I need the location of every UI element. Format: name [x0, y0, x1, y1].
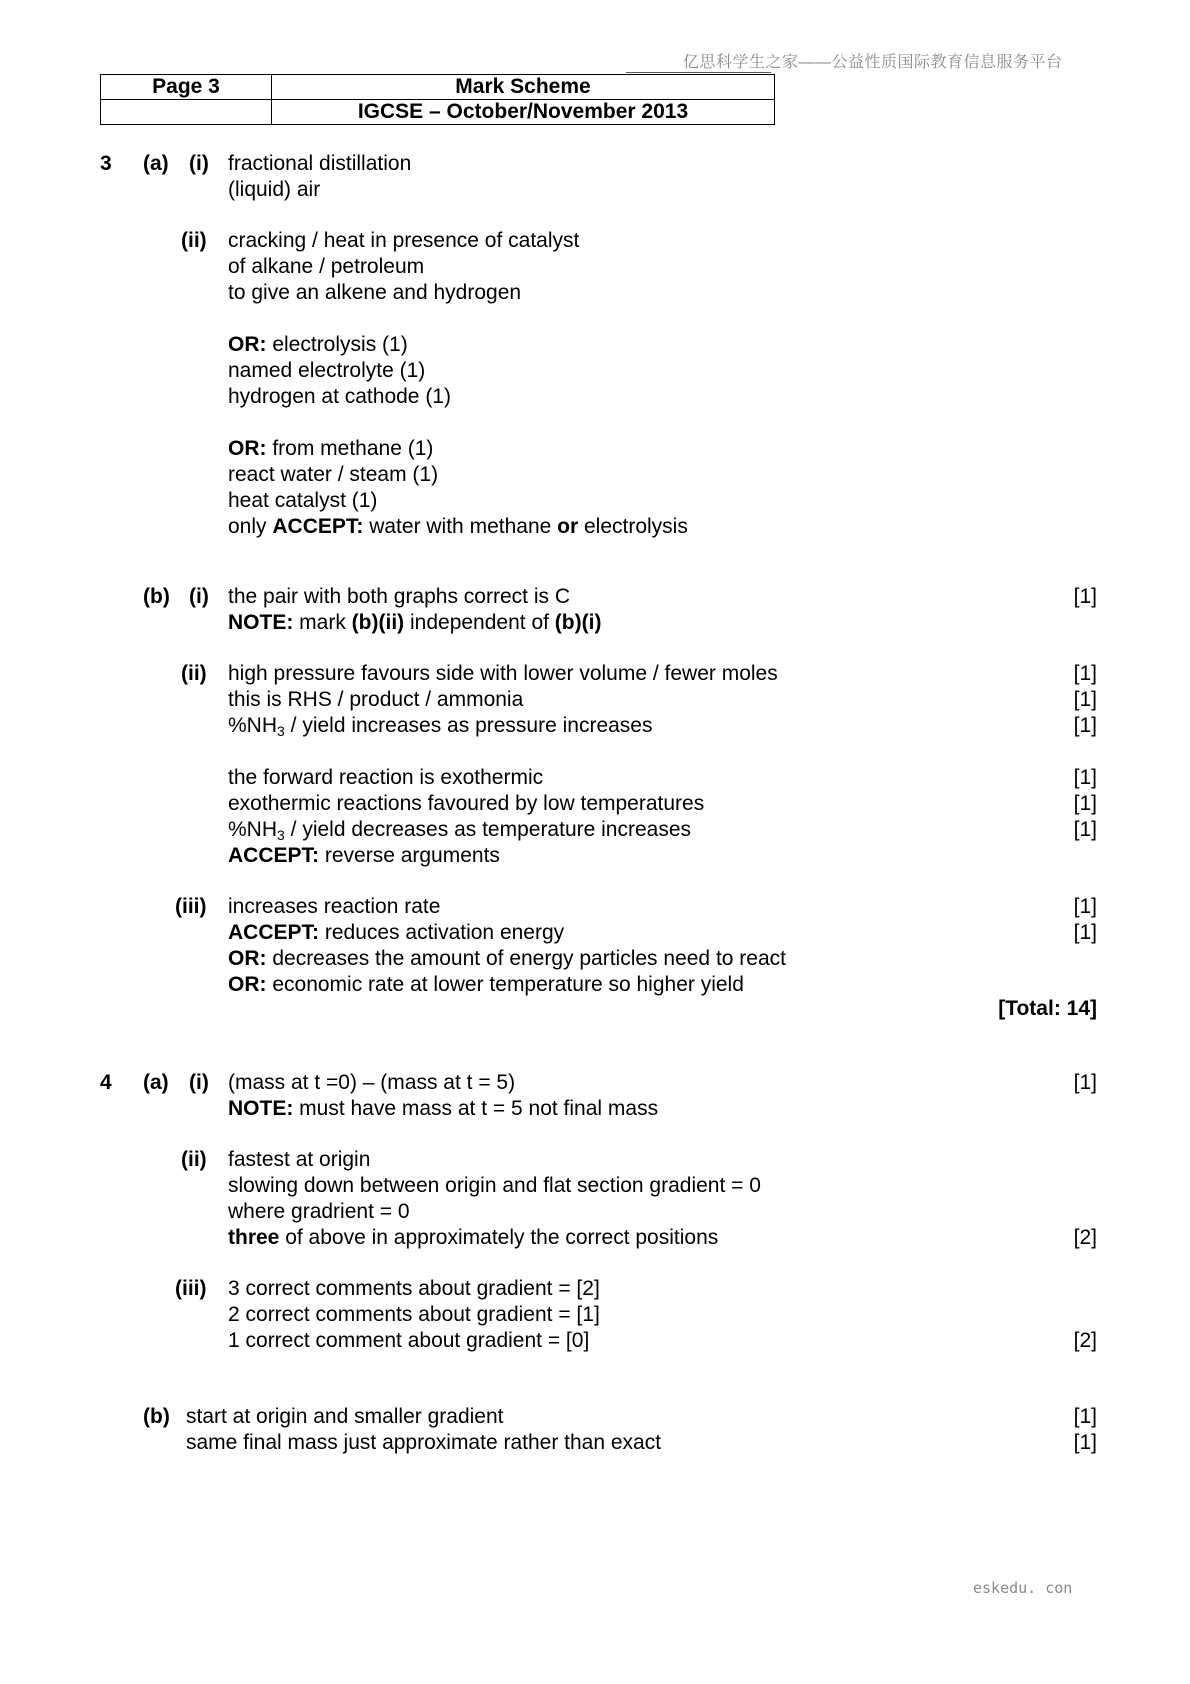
answer-line: react water / steam (1): [228, 463, 439, 486]
q3b-ii-answer: [228, 661, 778, 869]
q4a-i-label: (i): [189, 1071, 209, 1094]
mark: [1]: [1073, 766, 1097, 789]
answer-line: slowing down between origin and flat section gradient = 0: [228, 1174, 761, 1197]
answer-line: 2 correct comments about gradient = [1]: [228, 1303, 600, 1326]
answer-line: this is RHS / product / ammonia: [228, 688, 524, 711]
q4a-ii-label: (ii): [181, 1148, 207, 1171]
mark: [1]: [1073, 1405, 1097, 1428]
answer-line: to give an alkene and hydrogen: [228, 281, 522, 304]
accept-keyword: ACCEPT:: [228, 921, 320, 944]
answer-line: the pair with both graphs correct is C: [228, 585, 570, 608]
q3a-ii-label: (ii): [181, 229, 207, 252]
answer-line: 3 correct comments about gradient = [2]: [228, 1277, 600, 1300]
answer-line: fractional distillation: [228, 152, 412, 175]
note-line: NOTE: must have mass at t = 5 not final mass: [228, 1097, 659, 1120]
mark: [1]: [1073, 1431, 1097, 1454]
answer-line: OR: economic rate at lower temperature so higher yield: [228, 973, 744, 996]
q4-part-b-label: (b): [143, 1405, 170, 1428]
answer-line: named electrolyte (1): [228, 359, 426, 382]
q3b-i-label: (i): [189, 585, 209, 608]
header-empty-cell: [101, 100, 272, 125]
answer-line: (liquid) air: [228, 178, 321, 201]
question-3-number: 3: [100, 152, 112, 175]
or-keyword: OR:: [228, 973, 267, 996]
watermark-text: 亿思科学生之家——公益性质国际教育信息服务平台: [683, 54, 1063, 71]
answer-line: exothermic reactions favoured by low temperatures: [228, 792, 705, 815]
q4a-i-answer: [228, 1070, 658, 1122]
q4a-iii-answer: [228, 1276, 600, 1354]
q3-part-a-label: (a): [143, 152, 169, 175]
answer-line: start at origin and smaller gradient: [186, 1405, 504, 1428]
answer-line: fastest at origin: [228, 1148, 371, 1171]
mark: [1]: [1073, 921, 1097, 944]
mark: [1]: [1073, 585, 1097, 608]
q4b-answer: [186, 1404, 661, 1456]
q3b-iii-answer: [228, 894, 786, 998]
answer-line: OR: electrolysis (1): [228, 333, 408, 356]
page-header-table: [100, 74, 775, 125]
answer-line: $\%NH_3$ / yield decreases as temperature increases: [228, 818, 692, 843]
q4a-iii-label: (iii): [175, 1277, 207, 1300]
answer-line: hydrogen at cathode (1): [228, 385, 451, 408]
answer-line: OR: decreases the amount of energy particles need to react: [228, 947, 786, 970]
or-keyword: OR:: [228, 333, 267, 356]
mark: [1]: [1073, 688, 1097, 711]
doc-subtitle: IGCSE – October/November 2013: [272, 100, 775, 125]
mark: [2]: [1073, 1329, 1097, 1352]
or-keyword: OR:: [228, 437, 267, 460]
mark: [1]: [1073, 662, 1097, 685]
mark: [1]: [1073, 714, 1097, 737]
q3b-iii-label: (iii): [175, 895, 207, 918]
answer-line: increases reaction rate: [228, 895, 441, 918]
watermark-underline: [626, 72, 771, 73]
q4-part-a-label: (a): [143, 1071, 169, 1094]
answer-line: only ACCEPT: water with methane or electrolysis: [228, 515, 688, 538]
mark: [1]: [1073, 895, 1097, 918]
mark: [1]: [1073, 818, 1097, 841]
answer-line: cracking / heat in presence of catalyst: [228, 229, 580, 252]
answer-line: of alkane / petroleum: [228, 255, 425, 278]
answer-line: OR: from methane (1): [228, 437, 434, 460]
accept-keyword: ACCEPT:: [228, 844, 320, 867]
answer-line: same final mass just approximate rather than exact: [186, 1431, 662, 1454]
q4a-ii-answer: [228, 1147, 761, 1251]
note-line: NOTE: mark (b)(ii) independent of (b)(i): [228, 611, 602, 634]
answer-line: three of above in approximately the correct positions: [228, 1226, 719, 1249]
q3-part-b-label: (b): [143, 585, 170, 608]
answer-line: (mass at t =0) – (mass at t = 5): [228, 1071, 516, 1094]
accept-keyword: ACCEPT:: [272, 515, 364, 538]
q3a-i-label: (i): [189, 152, 209, 175]
mark: [1]: [1073, 1071, 1097, 1094]
footer-site: eskedu. con: [973, 1579, 1073, 1597]
q3a-i-answer: [228, 151, 411, 203]
question-4-number: 4: [100, 1071, 112, 1094]
answer-line: 1 correct comment about gradient = [0]: [228, 1329, 590, 1352]
answer-line: the forward reaction is exothermic: [228, 766, 544, 789]
answer-line: $\%NH_3$ / yield increases as pressure increases: [228, 714, 653, 739]
answer-line: high pressure favours side with lower volume / fewer moles: [228, 662, 778, 685]
page-number: Page 3: [101, 75, 272, 100]
mark: [1]: [1073, 792, 1097, 815]
q3a-ii-answer: [228, 228, 688, 540]
answer-line: ACCEPT: reverse arguments: [228, 844, 500, 867]
answer-line: ACCEPT: reduces activation energy: [228, 921, 565, 944]
doc-title: Mark Scheme: [272, 75, 775, 100]
q3b-i-answer: [228, 584, 601, 636]
mark: [2]: [1073, 1226, 1097, 1249]
q3b-ii-label: (ii): [181, 662, 207, 685]
question-3-total: [Total: 14]: [998, 997, 1097, 1020]
answer-line: where gradrient = 0: [228, 1200, 410, 1223]
or-keyword: OR:: [228, 947, 267, 970]
answer-line: heat catalyst (1): [228, 489, 378, 512]
